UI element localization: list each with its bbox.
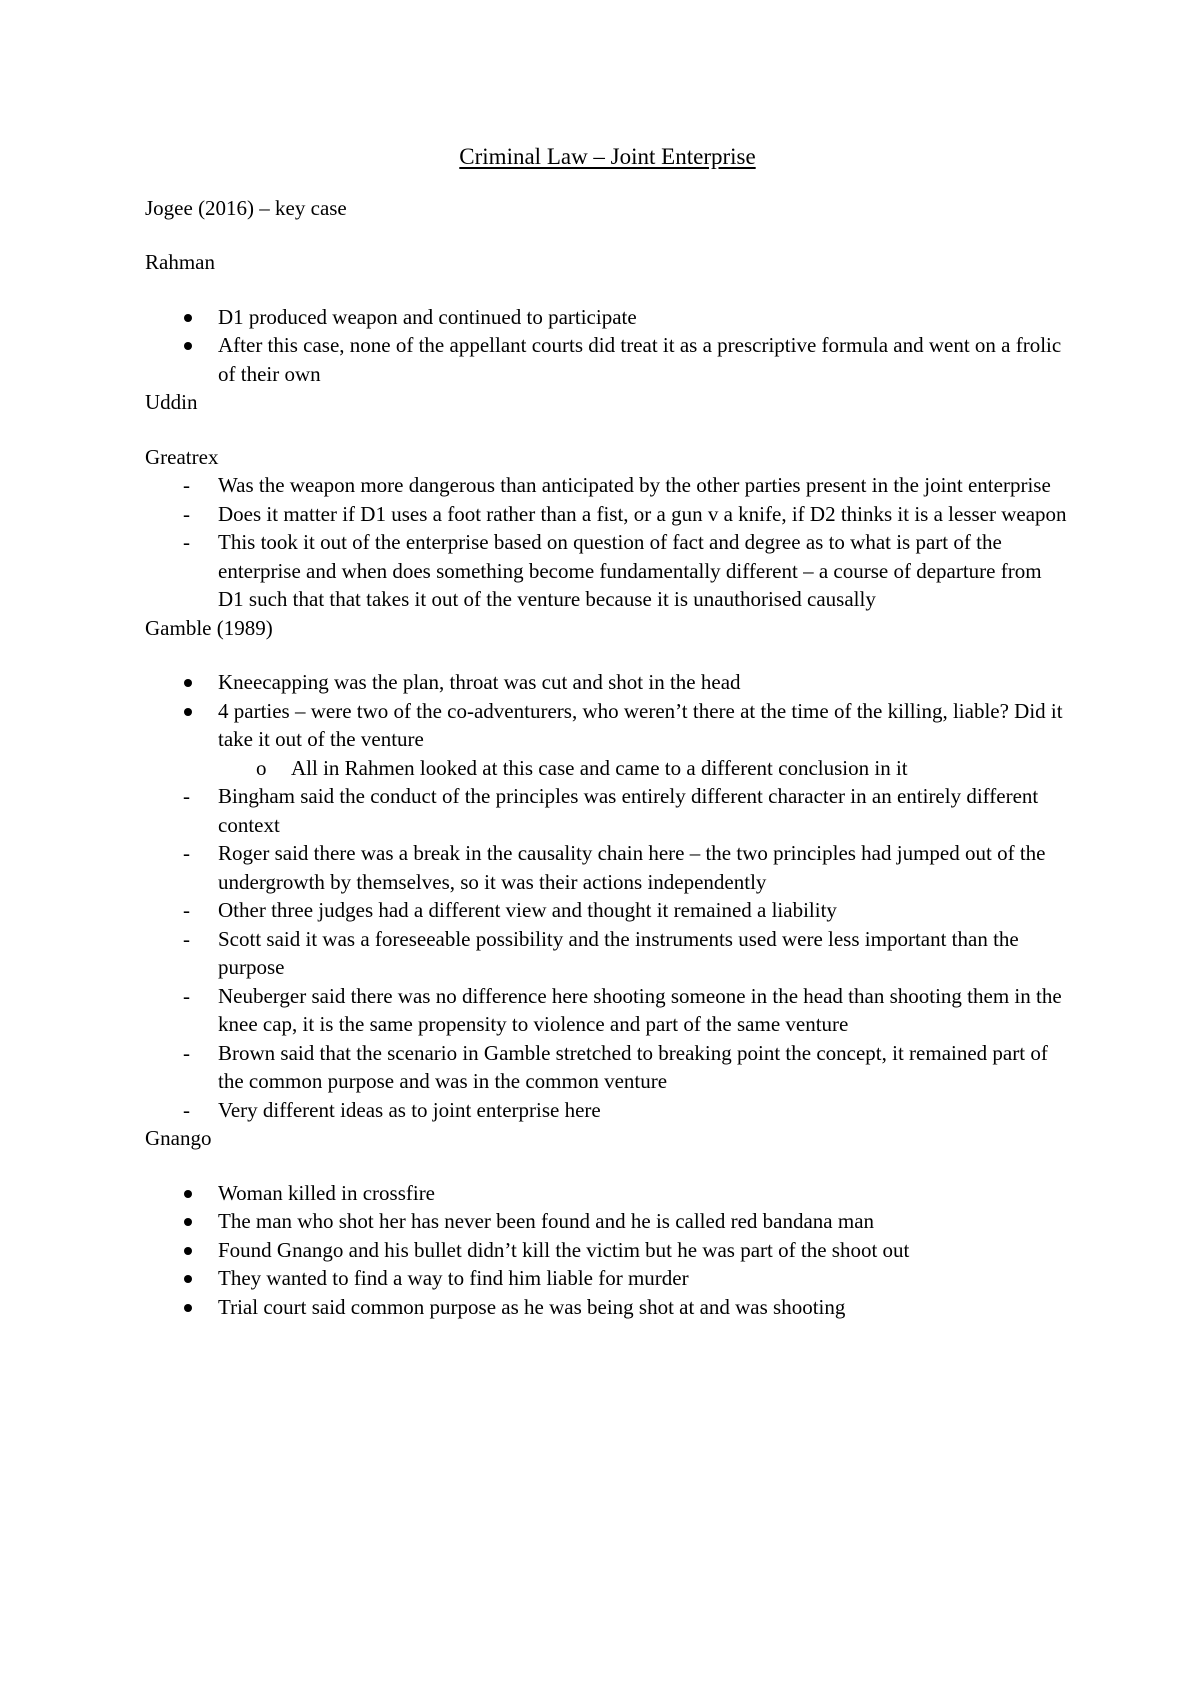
- list-item: 4 parties – were two of the co-adventurers, who weren’t there at the time of the killing, liable? Did it take it out of the venture: [145, 697, 1070, 754]
- gamble-bullets: [145, 668, 1070, 754]
- rahman-heading: Rahman: [145, 250, 215, 274]
- gamble-heading: Gamble (1989): [145, 615, 273, 640]
- gnango-bullets: [145, 1179, 1070, 1322]
- list-item: They wanted to find a way to find him liable for murder: [145, 1264, 1070, 1293]
- list-item: - Other three judges had a different view and thought it remained a liability: [145, 896, 1070, 925]
- rahman-bullets: [145, 303, 1070, 389]
- list-item: - Scott said it was a foreseeable possibility and the instruments used were less important than the purpose: [145, 925, 1070, 982]
- list-item: o All in Rahmen looked at this case and came to a different conclusion in it: [145, 754, 1070, 783]
- list-item: - Neuberger said there was no difference here shooting someone in the head than shooting them in the knee cap, it is the same propensity to violence and part of the same venture: [145, 982, 1070, 1039]
- list-item: - This took it out of the enterprise based on question of fact and degree as to what is part of the enterprise and when does something become fundamentally different – a course of departure from D1 such that that takes it out of the venture because it is unauthorised causally: [145, 528, 1070, 614]
- list-item: After this case, none of the appellant courts did treat it as a prescriptive formula and went on a frolic of their own: [145, 331, 1070, 388]
- jogee-line: Jogee (2016) – key case: [145, 195, 347, 220]
- gamble-dashes: [145, 782, 1070, 1124]
- list-item: - Does it matter if D1 uses a foot rather than a fist, or a gun v a knife, if D2 thinks it is a lesser weapon: [145, 500, 1070, 529]
- greatrex-dashes: [145, 471, 1070, 614]
- greatrex-heading: Greatrex: [145, 444, 219, 469]
- list-item: - Roger said there was a break in the causality chain here – the two principles had jumped out of the undergrowth by themselves, so it was their actions independently: [145, 839, 1070, 896]
- list-item: - Was the weapon more dangerous than anticipated by the other parties present in the joint enterprise: [145, 471, 1070, 500]
- list-item: Found Gnango and his bullet didn’t kill the victim but he was part of the shoot out: [145, 1236, 1070, 1265]
- list-item: Woman killed in crossfire: [145, 1179, 1070, 1208]
- list-item: Kneecapping was the plan, throat was cut and shot in the head: [145, 668, 1070, 697]
- list-item: Trial court said common purpose as he was being shot at and was shooting: [145, 1293, 1070, 1322]
- gnango-heading: Gnango: [145, 1126, 212, 1150]
- uddin-heading: Uddin: [145, 390, 198, 414]
- list-item: - Very different ideas as to joint enterprise here: [145, 1096, 1070, 1125]
- document-title: Criminal Law – Joint Enterprise: [459, 144, 756, 169]
- list-item: - Bingham said the conduct of the principles was entirely different character in an entirely different context: [145, 782, 1070, 839]
- list-item: D1 produced weapon and continued to participate: [145, 303, 1070, 332]
- gamble-sub-bullets: [145, 754, 1070, 783]
- list-item: - Brown said that the scenario in Gamble stretched to breaking point the concept, it remained part of the common purpose and was in the common venture: [145, 1039, 1070, 1096]
- list-item: The man who shot her has never been found and he is called red bandana man: [145, 1207, 1070, 1236]
- document-page: [145, 143, 1070, 1321]
